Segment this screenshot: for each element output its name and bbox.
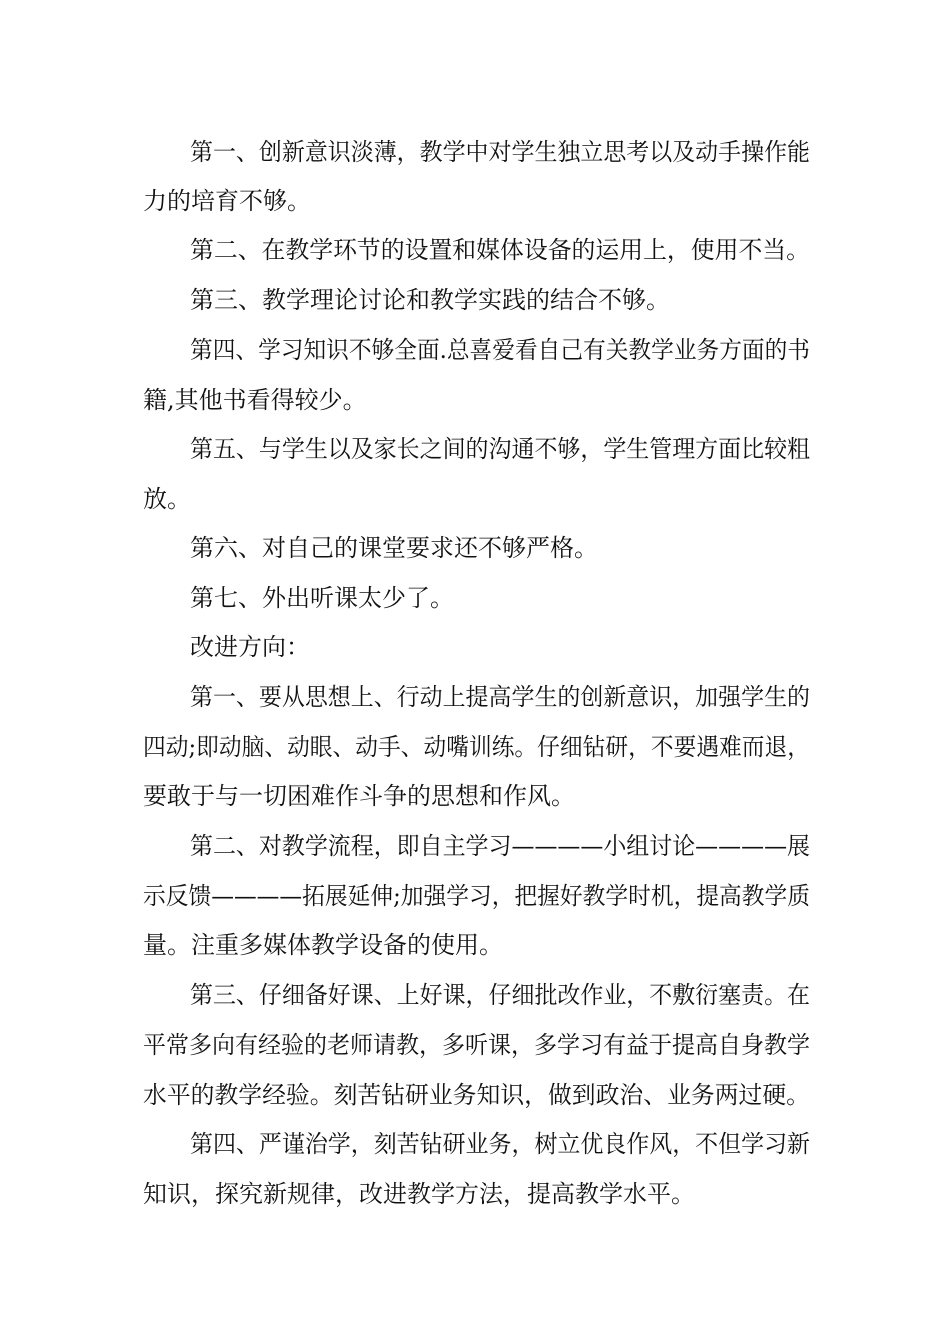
line-text: 籍,其他书看得较少。 (143, 386, 367, 414)
text-line (143, 776, 950, 816)
text-line (190, 429, 950, 469)
line-text: 第四、严谨治学，刻苦钻研业务，树立优良作风，不但学习新 (190, 1130, 810, 1158)
line-text: 第四、学习知识不够全面.总喜爱看自己有关教学业务方面的书 (190, 336, 810, 364)
line-text: 示反馈————拓展延伸;加强学习，把握好教学时机，提高教学质 (143, 882, 810, 910)
line-text: 平常多向有经验的老师请教，多听课，多学习有益于提高自身教学 (143, 1031, 810, 1059)
text-line (143, 181, 950, 221)
line-text: 第六、对自己的课堂要求还不够严格。 (190, 534, 598, 562)
text-line (190, 578, 950, 618)
text-line (190, 230, 950, 270)
line-text: 放。 (143, 485, 191, 513)
line-text: 第二、在教学环节的设置和媒体设备的运用上，使用不当。 (190, 236, 810, 264)
text-line (143, 479, 950, 519)
line-text: 力的培育不够。 (143, 187, 311, 215)
line-text: 水平的教学经验。刻苦钻研业务知识，做到政治、业务两过硬。 (143, 1081, 810, 1109)
text-line (190, 330, 950, 370)
line-text: 要敢于与一切困难作斗争的思想和作风。 (143, 782, 575, 810)
text-line (143, 1174, 950, 1214)
line-text: 第一、创新意识淡薄，教学中对学生独立思考以及动手操作能 (190, 138, 810, 166)
line-text: 量。注重多媒体教学设备的使用。 (143, 931, 503, 959)
text-line (143, 380, 950, 420)
line-text: 第一、要从思想上、行动上提高学生的创新意识，加强学生的 (190, 683, 810, 711)
text-line (190, 975, 950, 1015)
text-line (190, 1124, 950, 1164)
text-line (190, 677, 950, 717)
line-text: 四动;即动脑、动眼、动手、动嘴训练。仔细钻研，不要遇难而退， (143, 733, 810, 761)
text-line (143, 1075, 950, 1115)
line-text: 第三、仔细备好课、上好课，仔细批改作业，不敷衍塞责。在 (190, 981, 810, 1009)
text-line (190, 528, 950, 568)
line-text: 知识，探究新规律，改进教学方法，提高教学水平。 (143, 1180, 695, 1208)
text-line (143, 727, 950, 767)
line-text: 改进方向： (190, 633, 310, 661)
text-line (190, 280, 950, 320)
text-line (190, 132, 810, 172)
text-line (143, 925, 950, 965)
text-line (190, 826, 950, 866)
text-line (190, 627, 950, 667)
line-text: 第二、对教学流程，即自主学习————小组讨论————展 (190, 832, 810, 860)
line-text: 第七、外出听课太少了。 (190, 584, 454, 612)
text-line (143, 876, 950, 916)
line-text: 第三、教学理论讨论和教学实践的结合不够。 (190, 286, 670, 314)
text-line (143, 1025, 950, 1065)
line-text: 第五、与学生以及家长之间的沟通不够，学生管理方面比较粗 (190, 435, 810, 463)
